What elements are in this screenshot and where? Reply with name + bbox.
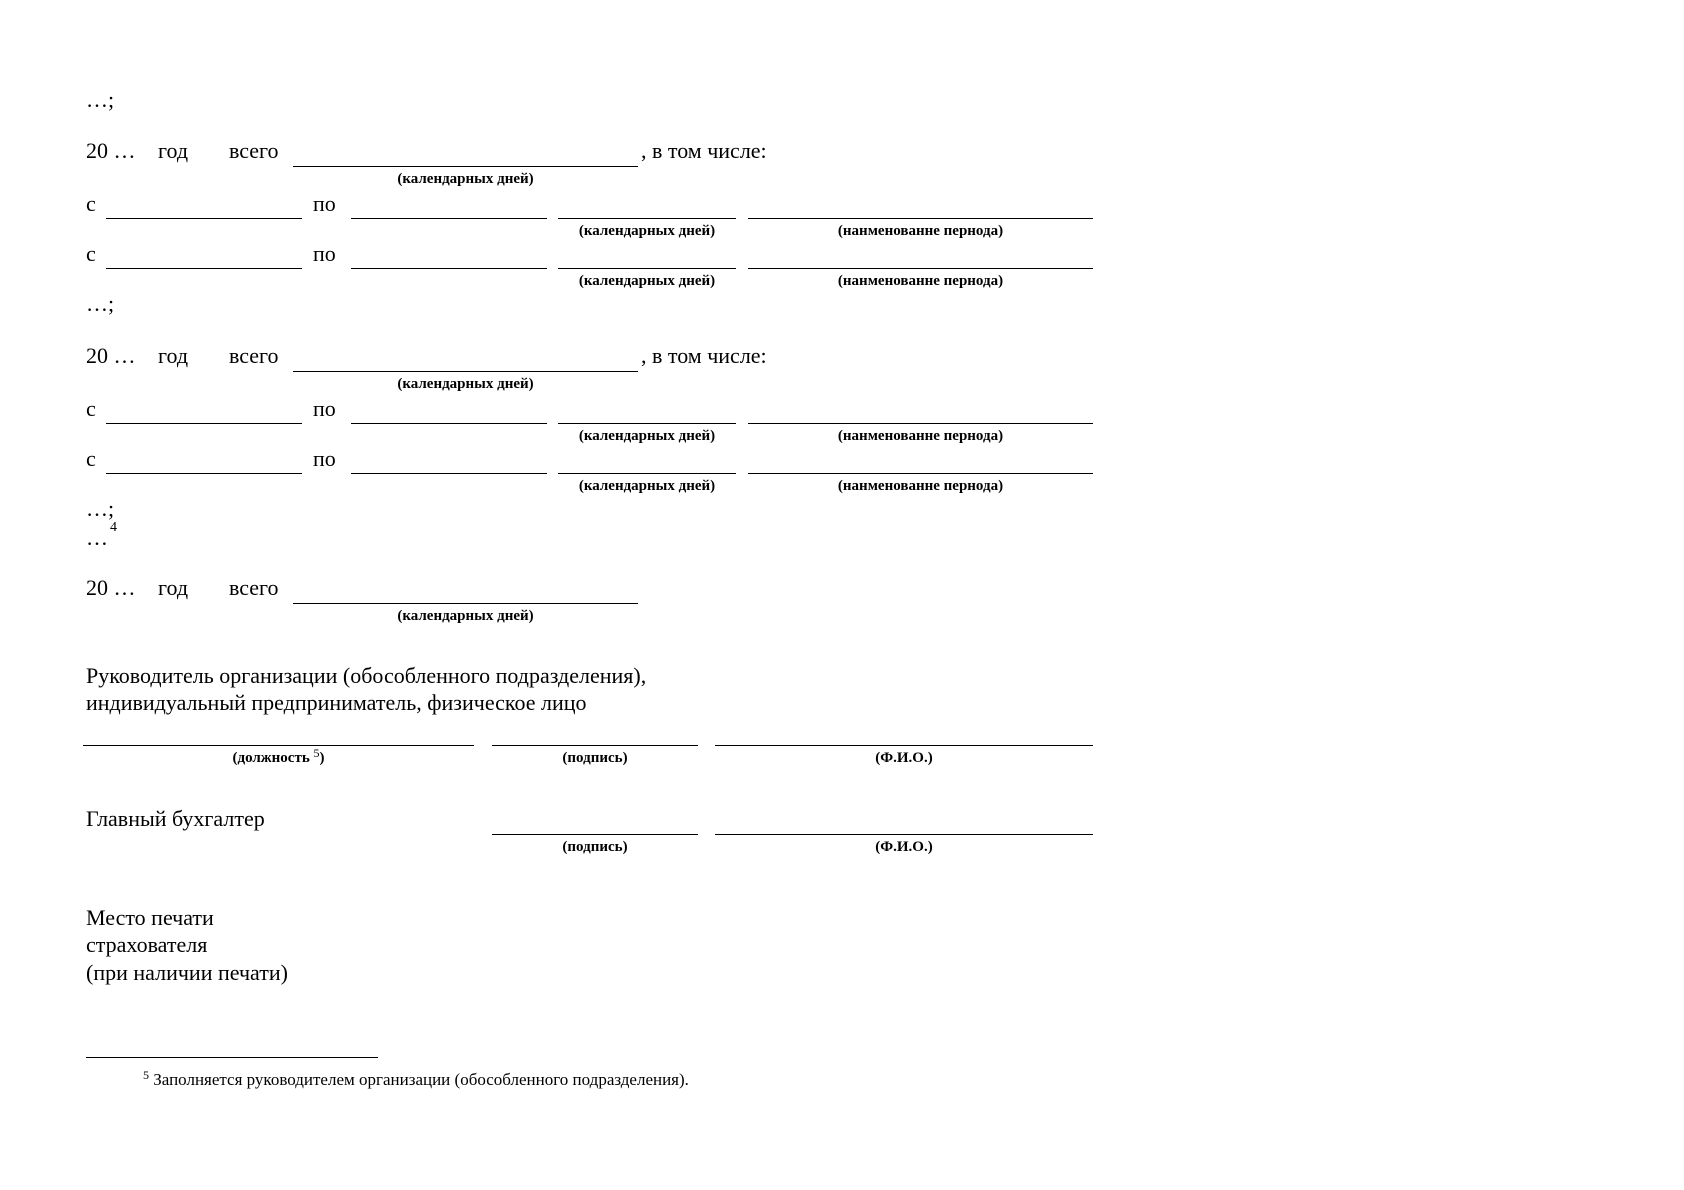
- total-days-field-2[interactable]: [293, 371, 638, 372]
- days-field-1a[interactable]: [558, 218, 736, 219]
- total-word-1: всего: [229, 138, 279, 163]
- head-signature-caption: (подпись): [562, 750, 628, 766]
- total-days-field-3[interactable]: [293, 603, 638, 604]
- head-fio-field[interactable]: [715, 745, 1093, 746]
- days-field-2a[interactable]: [558, 423, 736, 424]
- footnote-5-number: 5: [143, 1068, 149, 1082]
- total-word-2: всего: [229, 343, 279, 368]
- from-date-field-1b[interactable]: [106, 268, 302, 269]
- position-caption: (должность $^5$): [232, 746, 325, 766]
- period-caption-2b: (нанменованне пернода): [837, 478, 1004, 494]
- accountant-fio-field[interactable]: [715, 834, 1093, 835]
- position-footnote-ref: 5: [313, 746, 320, 760]
- from-word-2a: с: [86, 396, 96, 421]
- year-word-3: год: [158, 575, 189, 600]
- to-word-2b: по: [313, 446, 336, 471]
- year-word-1: год: [158, 138, 189, 163]
- footnote-5: [143, 1070, 689, 1090]
- footnote-separator: [86, 1057, 378, 1058]
- from-word-2b: с: [86, 446, 96, 471]
- total-days-caption-3: (календарных дней): [397, 608, 534, 624]
- period-name-field-2a[interactable]: [748, 423, 1093, 424]
- days-field-1b[interactable]: [558, 268, 736, 269]
- to-date-field-1a[interactable]: [351, 218, 547, 219]
- to-date-field-2b[interactable]: [351, 473, 547, 474]
- accountant-signature-field[interactable]: [492, 834, 698, 835]
- period-caption-2a: (нанменованне пернода): [837, 428, 1004, 444]
- to-word-1b: по: [313, 241, 336, 266]
- footnote-5-text: Заполняется руководителем организации (обособленного подразделения).: [153, 1070, 689, 1089]
- ellipsis-4: …: [86, 525, 108, 550]
- ellipsis-2: …;: [86, 291, 115, 316]
- chief-accountant-label: Главный бухгалтер: [86, 806, 265, 831]
- days-caption-1b: (календарных дней): [578, 273, 716, 289]
- to-word-2a: по: [313, 396, 336, 421]
- total-days-field-1[interactable]: [293, 166, 638, 167]
- from-date-field-2b[interactable]: [106, 473, 302, 474]
- stamp-line1: Место печати: [86, 905, 214, 930]
- period-caption-1b: (нанменованне пернода): [837, 273, 1004, 289]
- year-label-2: 20 …: [86, 343, 136, 368]
- year-word-2: год: [158, 343, 189, 368]
- ellipsis-1: …;: [86, 87, 115, 112]
- total-days-caption-2: (календарных дней): [397, 376, 534, 392]
- days-field-2b[interactable]: [558, 473, 736, 474]
- head-title-line1: Руководитель организации (обособленного подразделения),: [86, 663, 647, 688]
- period-caption-1a: (нанменованне пернода): [837, 223, 1004, 239]
- from-date-field-2a[interactable]: [106, 423, 302, 424]
- head-signature-field[interactable]: [492, 745, 698, 746]
- to-date-field-2a[interactable]: [351, 423, 547, 424]
- from-word-1a: с: [86, 191, 96, 216]
- head-title-line2: индивидуальный предприниматель, физическое лицо: [86, 690, 587, 715]
- days-caption-2b: (календарных дней): [578, 478, 716, 494]
- stamp-line2: страхователя: [86, 932, 208, 957]
- accountant-fio-caption: (Ф.И.О.): [875, 839, 933, 855]
- footnote-ref-4: 4: [110, 520, 117, 535]
- year-label-1: 20 …: [86, 138, 136, 163]
- days-caption-2a: (календарных дней): [578, 428, 716, 444]
- period-name-field-1b[interactable]: [748, 268, 1093, 269]
- year-label-3: 20 …: [86, 575, 136, 600]
- including-2: , в том числе:: [641, 343, 767, 368]
- to-date-field-1b[interactable]: [351, 268, 547, 269]
- from-word-1b: с: [86, 241, 96, 266]
- stamp-line3: (при наличии печати): [86, 960, 288, 985]
- position-field[interactable]: [83, 745, 474, 746]
- accountant-signature-caption: (подпись): [562, 839, 628, 855]
- total-word-3: всего: [229, 575, 279, 600]
- including-1: , в том числе:: [641, 138, 767, 163]
- days-caption-1a: (календарных дней): [578, 223, 716, 239]
- total-days-caption-1: (календарных дней): [397, 171, 534, 187]
- from-date-field-1a[interactable]: [106, 218, 302, 219]
- head-fio-caption: (Ф.И.О.): [875, 750, 933, 766]
- ellipsis-3: …;: [86, 496, 115, 521]
- period-name-field-1a[interactable]: [748, 218, 1093, 219]
- period-name-field-2b[interactable]: [748, 473, 1093, 474]
- to-word-1a: по: [313, 191, 336, 216]
